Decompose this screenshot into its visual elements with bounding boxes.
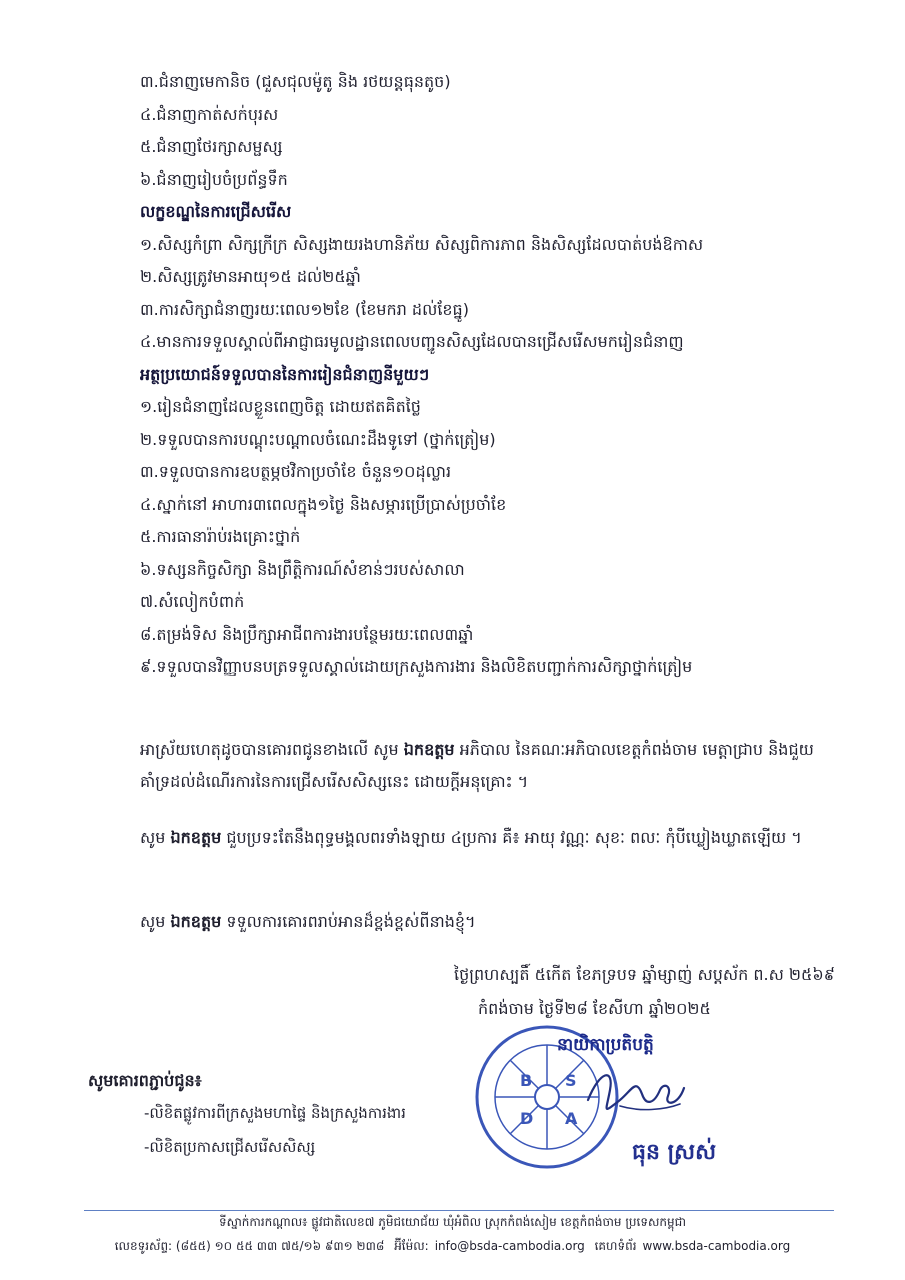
cc-item: -លិខិតផ្លូវការពីក្រសួងមហាផ្ទៃ និងក្រសួងការងារ <box>144 1104 406 1122</box>
handwritten-signature-icon <box>580 1060 690 1120</box>
benefit-item: ៦.ទស្សនកិច្ចសិក្សា និងព្រឹត្តិការណ៍សំខាន់ៗរបស់សាលា <box>140 559 465 579</box>
seal-letter: S <box>565 1071 577 1090</box>
footer-address: ទីស្នាក់ការកណ្តាល៖ ផ្លូវជាតិលេខ៧ ភូមិជយោជ័យ ឃុំអំពិល ស្រុកកំពង់សៀម ខេត្តកំពង់ចាម ប្រទេសកម្ពុជា <box>218 1215 687 1229</box>
closing-text: ទទួលការគោរពរាប់អានដ៏ខ្ពង់ខ្ពស់ពីនាងខ្ញុំ។ <box>221 912 476 931</box>
footer-contact <box>0 1238 905 1256</box>
benefit-item: ៩.ទទួលបានវិញ្ញាបនបត្រទទួលស្គាល់ដោយក្រសួងការងារ និងលិខិតបញ្ជាក់ការសិក្សាថ្នាក់ត្រៀម <box>140 657 693 676</box>
seal-letter: A <box>565 1109 578 1128</box>
benefits-heading: អត្ថប្រយោជន៍ទទួលបាននៃការរៀនជំនាញនីមួយៗ <box>140 364 430 384</box>
footer-phone: លេខទូរស័ព្ទ: (៨៥៥) ១០ ៥៥ ៣៣ ៧៥/១៦ ៩៣១ ២៣៨ <box>114 1239 385 1253</box>
closing-paragraph-blessing <box>140 822 840 854</box>
benefit-item: ៥.ការធានារ៉ាប់រងគ្រោះថ្នាក់ <box>140 527 301 546</box>
closing-text: សូម <box>140 828 171 847</box>
criteria-item: ៤.មានការទទួលស្គាល់ពីអាជ្ញាធរមូលដ្ឋានពេលបញ្ជូនសិស្សដែលបានជ្រើសរើសមករៀនជំនាញ <box>140 332 684 351</box>
benefit-item: ៨.តម្រង់ទិស និងប្រឹក្សាអាជីពការងារបន្ថែមរយៈពេល៣ឆ្នាំ <box>140 624 474 644</box>
skill-item: ៣.ជំនាញមេកានិច (ជួសជុលម៉ូតូ និង រថយន្តធុនតូច) <box>140 72 451 91</box>
criteria-item: ១.សិស្សកំព្រា សិក្សក្រីក្រ សិស្សងាយរងហានិភ័យ សិស្សពិការភាព និងសិស្សដែលបាត់បង់ឱកាស <box>140 234 704 254</box>
benefit-item: ៣.ទទួលបានការឧបត្ថម្ភថវិកាប្រចាំខែ ចំនួន១០ដុល្លារ <box>140 462 452 481</box>
benefit-item: ១.រៀនជំនាញដែលខ្លួនពេញចិត្ត ដោយឥតគិតថ្លៃ <box>140 397 421 416</box>
benefit-item: ៧.សំលៀកបំពាក់ <box>140 592 245 611</box>
criteria-heading: លក្ខខណ្ឌនៃការជ្រើសរើស <box>140 202 292 221</box>
closing-paragraph-respect <box>140 906 840 938</box>
skill-item: ៦.ជំនាញរៀបចំប្រព័ន្ធទឹក <box>140 169 288 189</box>
closing-text: អភិបាល នៃគណៈអភិបាលខេត្តកំពង់ចាម មេត្តាជ្រាប និងជួយគាំទ្រដល់ដំណើរការនៃការជ្រើសរើសសិស្សនេះ ដោយក្តីអនុគ្រោះ ។ <box>140 740 814 791</box>
solar-date: កំពង់ចាម ថ្ងៃទី២៨ ខែសីហា ឆ្នាំ២០២៥ <box>478 999 711 1018</box>
cc-item: -លិខិតប្រកាសជ្រើសរើសសិស្ស <box>144 1138 316 1156</box>
honorific: ឯកឧត្តម <box>403 740 455 759</box>
seal-letter: D <box>520 1109 534 1128</box>
content-list <box>140 66 840 684</box>
closing-text: ជួបប្រទះតែនឹងពុទ្ធមង្គលពរទាំងឡាយ ៤ប្រការ គឺ៖ អាយុ វណ្ណៈ សុខៈ ពលៈ កុំបីឃ្លៀងឃ្លាតឡើយ ។ <box>221 828 802 847</box>
footer-email-link[interactable]: info@bsda-cambodia.org <box>434 1239 585 1253</box>
skill-item: ៥.ជំនាញថែរក្សាសម្ផស្ស <box>140 137 283 156</box>
footer-divider <box>84 1210 834 1211</box>
cc-title: សូមគោរពភ្ជាប់ជូន៖ <box>88 1071 202 1090</box>
seal-letter: B <box>520 1071 533 1090</box>
honorific: ឯកឧត្តម <box>170 912 222 931</box>
honorific: ឯកឧត្តម <box>170 828 222 847</box>
skill-item: ៤.ជំនាញកាត់សក់បុរស <box>140 104 279 124</box>
footer-web-link[interactable]: www.bsda-cambodia.org <box>642 1239 791 1253</box>
criteria-item: ២.សិស្សត្រូវមានអាយុ១៥ ដល់២៥ឆ្នាំ <box>140 267 361 286</box>
closing-text: សូម <box>140 912 171 931</box>
closing-text: អាស្រ័យហេតុដូចបានគោរពជូនខាងលើ សូម <box>140 740 404 759</box>
benefit-item: ២.ទទួលបានការបណ្តុះបណ្តាលចំណេះដឹងទូទៅ (ថ្នាក់ត្រៀម) <box>140 429 496 449</box>
signatory-title: នាយិកាប្រតិបត្តិ <box>557 1035 654 1055</box>
lunar-date: ថ្ងៃព្រហស្បតិ៍ ៥កើត ខែភទ្របទ ឆ្នាំម្សាញ់ សប្តស័ក ព.ស ២៥៦៩ <box>454 965 835 984</box>
signatory-name: ធុន ស្រស់ <box>632 1140 717 1165</box>
benefit-item: ៤.ស្នាក់នៅ អាហារ៣ពេលក្នុង១ថ្ងៃ និងសម្ភារប្រើប្រាស់ប្រចាំខែ <box>140 494 507 514</box>
criteria-item: ៣.ការសិក្សាជំនាញរយៈពេល១២ខែ (ខែមករា ដល់ខែធ្នូ) <box>140 299 469 319</box>
closing-paragraph-request <box>140 734 840 798</box>
footer-email-label: អ៊ីម៉ែល: <box>394 1239 429 1253</box>
footer-web-label: គេហទំព័រ <box>594 1239 637 1253</box>
